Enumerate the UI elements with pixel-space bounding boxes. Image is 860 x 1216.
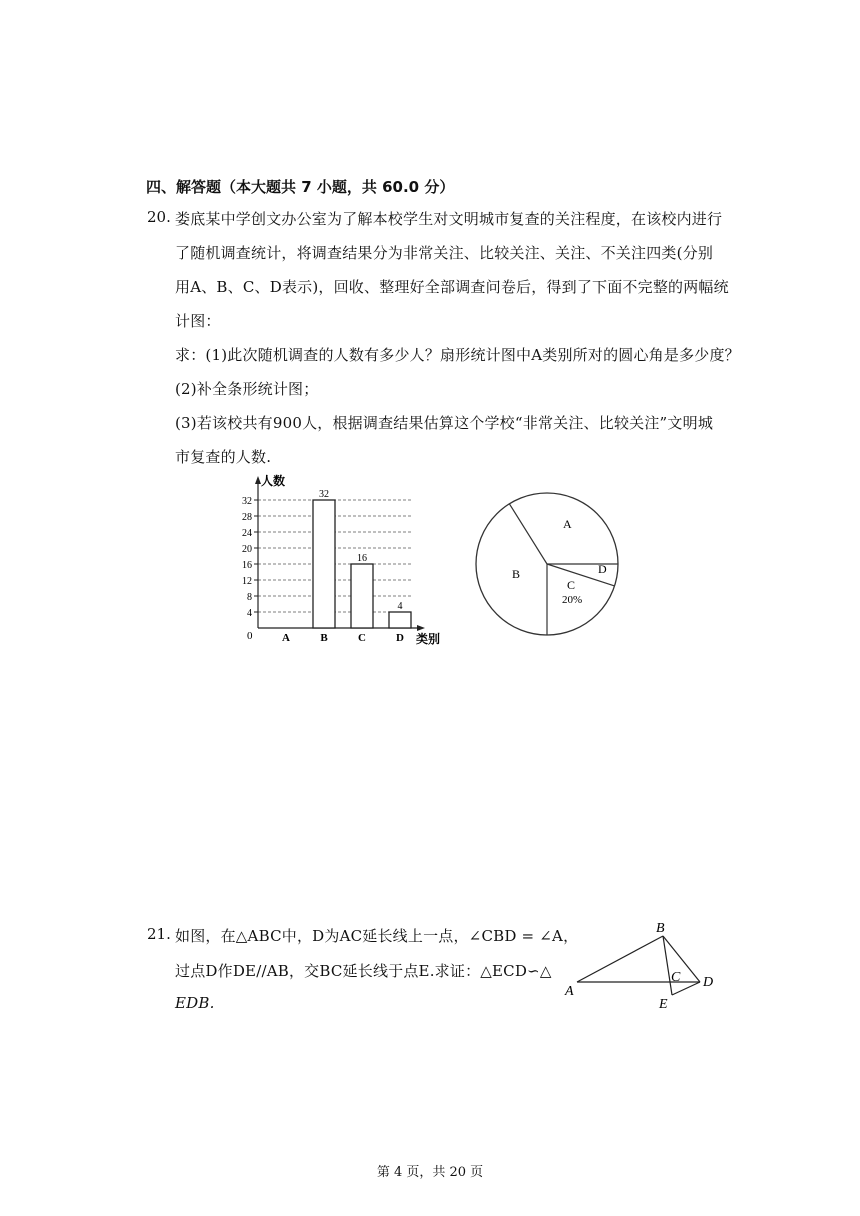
segment-AB	[577, 936, 663, 982]
category-label-D: D	[396, 632, 404, 644]
q21-line-3: EDB.	[175, 994, 215, 1012]
pie-label-A: A	[563, 517, 572, 531]
ytick-label-16: 16	[242, 560, 252, 571]
q20-sub3b: 市复查的人数.	[175, 448, 272, 466]
q21-line-1: 如图，在△ABC中，D为AC延长线上一点，∠CBD = ∠A，	[175, 927, 579, 945]
pie-label-C: C	[567, 578, 576, 592]
ytick-label-8: 8	[247, 592, 252, 603]
origin-label: 0	[247, 630, 253, 642]
q20-sub3a: (3)若该校共有900人，根据调查结果估算这个学校“非常关注、比较关注”文明城	[175, 414, 714, 432]
label-D: D	[703, 975, 714, 990]
section-title: 四、解答题（本大题共 7 小题，共 60.0 分）	[146, 178, 455, 196]
q21-line-2: 过点D作DE//AB，交BC延长线于点E.求证：△ECD∽△	[175, 962, 552, 980]
label-E: E	[659, 997, 668, 1012]
ytick-label-28: 28	[242, 512, 252, 523]
bar-D	[389, 612, 411, 628]
pie-label-D: D	[598, 562, 607, 576]
question-20-number: 20.	[147, 208, 171, 226]
data-label-B: 32	[319, 489, 329, 500]
category-label-C: C	[358, 632, 366, 644]
label-B: B	[656, 921, 665, 936]
ytick-label-20: 20	[242, 544, 252, 555]
pie-label-B: B	[512, 567, 521, 581]
y-axis-label: 人数	[261, 474, 286, 488]
ytick-label-24: 24	[242, 528, 252, 539]
q20-line-2: 了随机调查统计，将调查结果分为非常关注、比较关注、关注、不关注四类(分别	[175, 244, 714, 262]
ytick-label-32: 32	[242, 496, 252, 507]
ytick-label-4: 4	[247, 608, 252, 619]
label-A: A	[565, 984, 574, 999]
question-21-number: 21.	[147, 925, 171, 943]
bar-B	[313, 500, 335, 628]
data-label-D: 4	[397, 601, 403, 612]
category-label-B: B	[320, 632, 328, 644]
q20-line-3: 用A、B、C、D表示)，回收、整理好全部调查问卷后，得到了下面不完整的两幅统	[175, 278, 729, 296]
q20-line-1: 娄底某中学创文办公室为了解本校学生对文明城市复查的关注程度，在该校内进行	[175, 210, 723, 228]
pie-chart	[470, 478, 630, 648]
x-axis-label: 类别	[416, 632, 441, 646]
q20-sub1: 求：(1)此次随机调查的人数有多少人？扇形统计图中A类别所对的圆心角是多少度？	[175, 346, 740, 364]
label-C: C	[671, 970, 681, 985]
data-label-C: 16	[357, 553, 367, 564]
bar-chart	[225, 470, 455, 650]
q20-sub2: (2)补全条形统计图；	[175, 380, 319, 398]
bar-C	[351, 564, 373, 628]
page-footer: 第 4 页，共 20 页	[376, 1165, 484, 1180]
category-label-A: A	[282, 632, 290, 644]
triangle-figure	[560, 915, 730, 1015]
x-axis-arrow	[417, 625, 425, 631]
pie-annotation-C: 20%	[562, 594, 583, 606]
q20-line-4: 计图：	[175, 312, 221, 330]
ytick-label-12: 12	[242, 576, 252, 587]
